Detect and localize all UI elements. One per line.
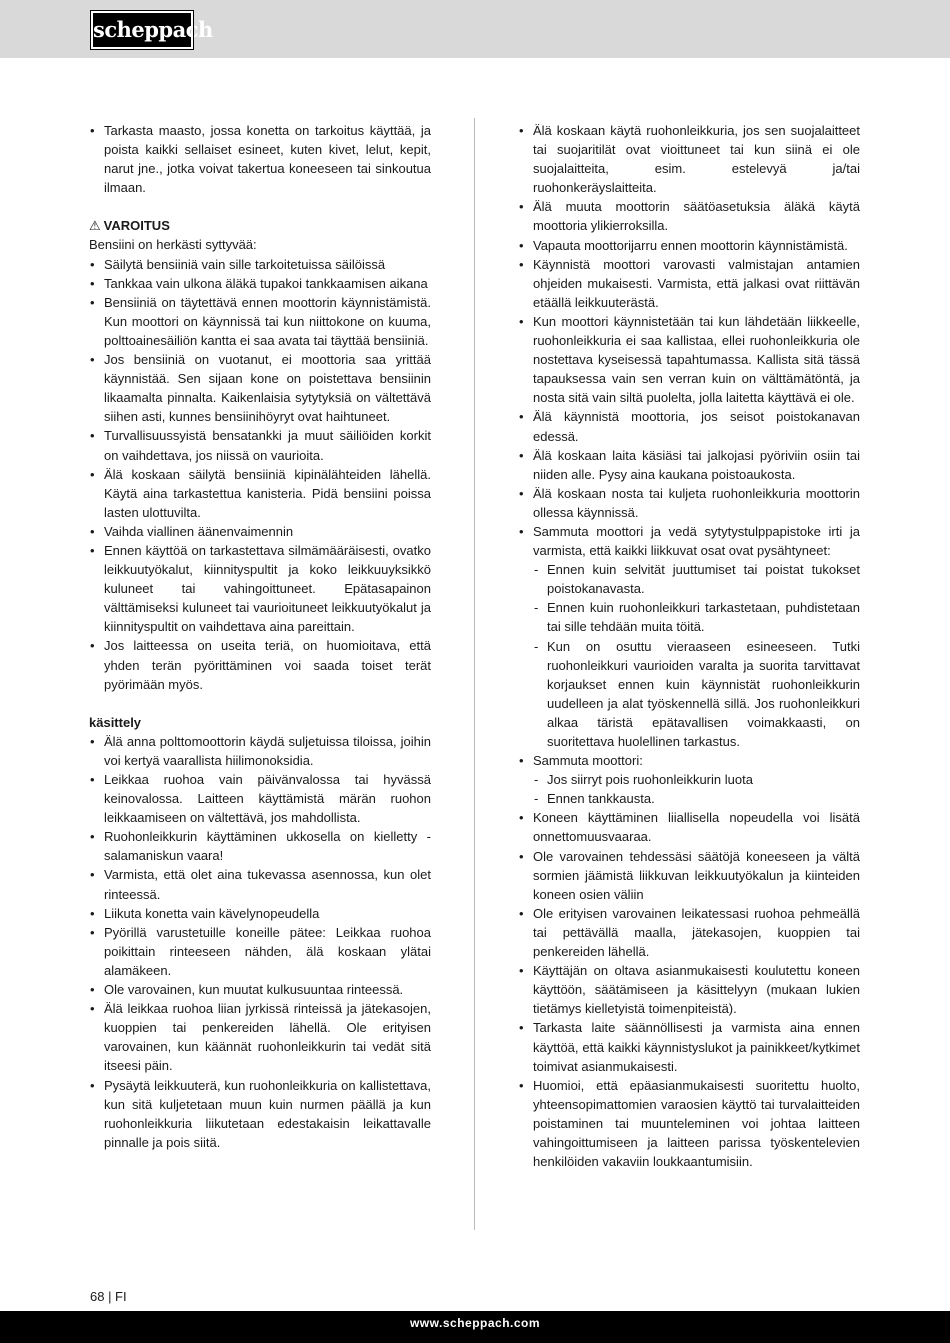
list-item: • Ole varovainen, kun muutat kulkusuuntaa rinteessä.: [89, 980, 431, 999]
warning-triangle-icon: ⚠: [89, 218, 101, 234]
sub-list-item: - Ennen kuin selvität juuttumiset tai poistat tukokset poistokanavasta.: [518, 560, 860, 598]
list-item: • Käyttäjän on oltava asianmukaisesti koulutettu koneen käyttöön, säätämiseen ja käsittelyyn (mukaan lukien tietämys kielletyistä toimenpiteistä).: [518, 961, 860, 1018]
column-divider: [474, 118, 475, 1230]
list-item: • Älä koskaan säilytä bensiiniä kipinälähteiden lähellä. Käytä aina tarkastettua kanisteria. Pidä bensiini poissa lasten ulottuvilta.: [89, 465, 431, 522]
list-item: • Leikkaa ruohoa vain päivänvalossa tai hyvässä keinovalossa. Laitteen käyttämistä märän ruohon leikkaamiseen on vältettävä, jos mahdollista.: [89, 770, 431, 827]
list-item: • Kun moottori käynnistetään tai kun lähdetään liikkeelle, ruohonleikkuria ei saa kallistaa, ellei ruohonleikkuria ole nostettava kyseisessä tapahtumassa. Kallista sitä tässä tapauksessa vain sen verran kuin on välttämätöntä, ja nosta sitä vain siltä puolelta, jolla laitetta käyttävä ei ole.: [518, 312, 860, 407]
list-item: • Älä leikkaa ruohoa liian jyrkissä rinteissä ja jätekasojen, kuoppien tai penkereiden lähellä. Ole erityisen varovainen, kun käännät ruohonleikkurin tai vedät sitä itseesi päin.: [89, 999, 431, 1075]
list-item: • Huomioi, että epäasianmukaisesti suoritettu huolto, yhteensopimattomien varaosien käyttö tai turvalaitteiden poistaminen tai muunteleminen voi johtaa laitteen vahingoittumiseen ja laitteen parissa työskentelevien henkilöiden vakaviin loukkaantumisiin.: [518, 1076, 860, 1171]
list-item: • Ole varovainen tehdessäsi säätöjä koneeseen ja vältä sormien jäämistä liikkuvan leikkuutyökalun ja kiinteiden koneen osien väliin: [518, 847, 860, 904]
warning-heading: ⚠ VAROITUS: [89, 218, 170, 234]
sub-list-item: - Ennen tankkausta.: [518, 789, 860, 808]
intro-list: [89, 121, 431, 197]
left-column: [89, 121, 431, 1152]
website-link[interactable]: www.scheppach.com: [409, 1316, 541, 1330]
list-item: • Käynnistä moottori varovasti valmistajan antamien ohjeiden mukaisesti. Varmista, että jalkasi ovat riittävän etäällä leikkuuterästä.: [518, 255, 860, 312]
operation-list: [518, 121, 860, 560]
list-item: • Älä koskaan nosta tai kuljeta ruohonleikkuria moottorin ollessa käynnissä.: [518, 484, 860, 522]
page-number: 68 | FI: [90, 1289, 127, 1304]
list-item: • Liikuta konetta vain kävelynopeudella: [89, 904, 431, 923]
header-bar: [0, 0, 950, 58]
list-item: • Tarkasta maasto, jossa konetta on tarkoitus käyttää, ja poista kaikki sellaiset esineet, kuten kivet, lelut, kepit, narut jne., jotka voivat takertua koneeseen tai sinkoutua ilmaan.: [89, 121, 431, 197]
list-item: • Pysäytä leikkuuterä, kun ruohonleikkuria on kallistettava, kun sitä kuljetetaan muun kuin nurmen päällä ja kun ruohonleikkuria liikutetaan edestakaisin leikattavalle pinnalle ja pois siitä.: [89, 1076, 431, 1152]
sub-list-item: - Ennen kuin ruohonleikkuri tarkastetaan, puhdistetaan tai sille tehdään muita töitä.: [518, 598, 860, 636]
list-item: • Vapauta moottorijarru ennen moottorin käynnistämistä.: [518, 236, 860, 255]
list-item: • Varmista, että olet aina tukevassa asennossa, kun olet rinteessä.: [89, 865, 431, 903]
list-item: • Älä muuta moottorin säätöasetuksia äläkä käytä moottoria ylikierroksilla.: [518, 197, 860, 235]
spark-plug-sublist: [518, 560, 860, 751]
warning-list: [89, 255, 431, 694]
spark-plug-text: Sammuta moottori ja vedä sytytystulppapistoke irti ja varmista, että kaikki liikkuvat osat ovat pysähtyneet:: [533, 523, 860, 559]
handling-heading: käsittely: [89, 714, 142, 730]
list-item: • Ole erityisen varovainen leikatessasi ruohoa pehmeällä tai pettävällä maalla, jätekasojen, kuoppien tai penkereiden lähellä.: [518, 904, 860, 961]
list-item: • Sammuta moottori:: [518, 751, 860, 770]
list-item: [518, 522, 860, 560]
list-item: • Tarkasta laite säännöllisesti ja varmista aina ennen käyttöä, että kaikki käynnistyslukot ja painikkeet/kytkimet toimivat asianmukaisesti.: [518, 1018, 860, 1075]
list-item: • Turvallisuussyistä bensatankki ja muut säiliöiden korkit on vaihdettava, jos niissä on vaurioita.: [89, 426, 431, 464]
sub-list-item: - Kun on osuttu vieraaseen esineeseen. Tutki ruohonleikkuri vaurioiden varalta ja suorita tarvittavat korjaukset ennen kuin käynnistät ruohonleikkurin uudelleen ja alat työskennellä sillä. Jos ruohonleikkuri alkaa täristä epätavallisen voimakkaasti, on suoritettava huolellinen tarkastus.: [518, 637, 860, 752]
footer-bar: [0, 1311, 950, 1343]
stop-engine-list: [518, 751, 860, 770]
list-item: • Säilytä bensiiniä vain sille tarkoitetuissa säilöissä: [89, 255, 431, 274]
list-item: • Älä koskaan laita käsiäsi tai jalkojasi pyöriviin osiin tai niiden alle. Pysy aina kaukana poistoaukosta.: [518, 446, 860, 484]
warning-subtitle: Bensiini on herkästi syttyvää:: [89, 237, 257, 253]
list-item: • Jos bensiiniä on vuotanut, ei moottoria saa yrittää käynnistää. Sen sijaan kone on poistettava bensiinin likaamalta pinnalta. Kaikenlaisia sytytyksiä on vältettävä siihen asti, kunnes bensiinihöyryt ovat haihtuneet.: [89, 350, 431, 426]
list-item: • Tankkaa vain ulkona äläkä tupakoi tankkaamisen aikana: [89, 274, 431, 293]
list-item: • Pyörillä varustetuille koneille pätee: Leikkaa ruohoa poikittain rinteeseen nähden, älä koskaan ylätai alamäkeen.: [89, 923, 431, 980]
sub-list-item: - Jos siirryt pois ruohonleikkurin luota: [518, 770, 860, 789]
right-column: [518, 121, 860, 1171]
general-safety-list: [518, 808, 860, 1171]
list-item: • Ruohonleikkurin käyttäminen ukkosella on kielletty - salamaniskun vaara!: [89, 827, 431, 865]
list-item: • Koneen käyttäminen liiallisella nopeudella voi lisätä onnettomuusvaaraa.: [518, 808, 860, 846]
list-item: • Bensiiniä on täytettävä ennen moottorin käynnistämistä. Kun moottori on käynnissä tai kun niittokone on kuuma, polttoainesäiliön kantta ei saa avata tai täyttää bensiiniä.: [89, 293, 431, 350]
list-item: • Älä koskaan käytä ruohonleikkuria, jos sen suojalaitteet tai suojaritilät ovat vioittuneet tai kun siinä ei ole suojalaitteita, esim. estelevyä ja/tai ruohonkeräyslaitteita.: [518, 121, 860, 197]
list-item: • Vaihda viallinen äänenvaimennin: [89, 522, 431, 541]
list-item: • Ennen käyttöä on tarkastettava silmämääräisesti, ovatko leikkuutyökalut, kiinnityspultit ja koko leikkuuyksikkö kuluneet tai vahingoittuneet. Epätasapainon välttämiseksi kuluneet tai vaurioituneet leikkuutyökalut ja kiinnityspultit on vaihdettava aina pareittain.: [89, 541, 431, 636]
list-item: • Jos laitteessa on useita teriä, on huomioitava, että yhden terän pyörittäminen voi saada toiset terät pyörimään myös.: [89, 636, 431, 693]
handling-list: [89, 732, 431, 1152]
list-item: • Älä anna polttomoottorin käydä suljetuissa tiloissa, joihin voi kertyä vaarallista hiilimonoksidia.: [89, 732, 431, 770]
brand-logo: scheppach: [91, 11, 193, 49]
list-item: • Älä käynnistä moottoria, jos seisot poistokanavan edessä.: [518, 407, 860, 445]
stop-engine-sublist: [518, 770, 860, 808]
